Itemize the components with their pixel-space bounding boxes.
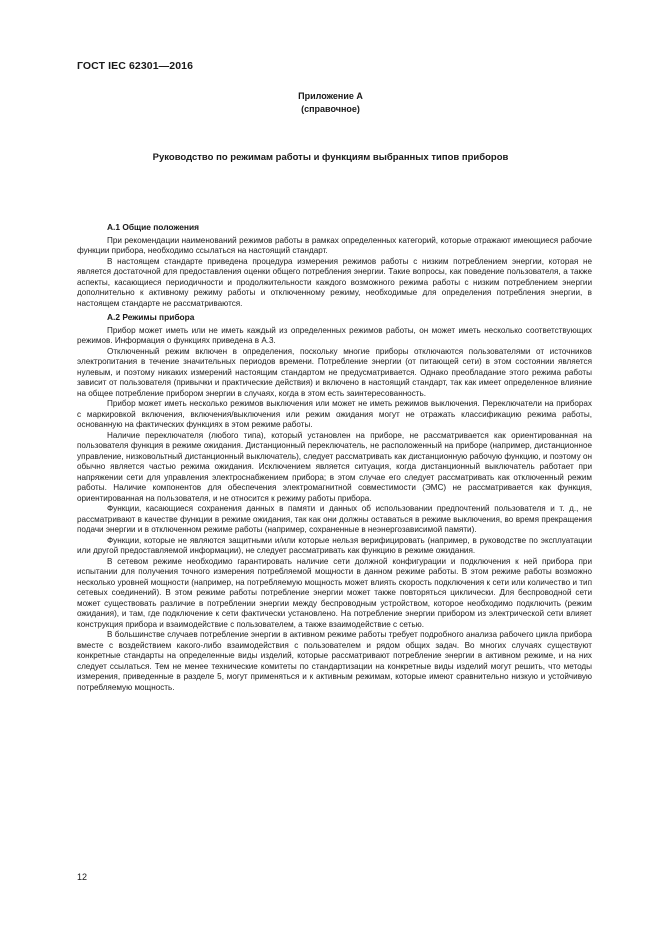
section-heading-a2: А.2 Режимы прибора — [107, 312, 195, 322]
paragraph: Функции, касающиеся сохранения данных в памяти и данных об использовании предпочтений пользователя и т. д., не рассматривают в качестве функции в режиме ожидания, так как они должны оставаться в режиме выключения, во время прекращения подачи энергии и в отключенном режиме работы (например, сохраненные в неэнергозависимой памяти). — [77, 504, 592, 534]
paragraph: Наличие переключателя (любого типа), который установлен на приборе, не рассматривается как ориентированная на пользователя функция в режиме ожидания. Дистанционный переключатель, не расположенный на приборе (например, дистанционное управление, низковольтный дистанционный выключатель), следует рассматривать как дистанционную рабочую функцию, и поэтому он обычно является частью режима ожидания. Исключением является ситуация, когда дистанционный выключатель работает при напряжении сети для управления электроснабжением прибора; в этом случае его следует рассматривать как отключенный режим работы. Наличие компонентов для обеспечения электромагнитной совместимости (ЭМС) не рассматривается как функция, ориентированная на пользователя, и не относится к режиму работы прибора. — [77, 430, 592, 503]
page-title: Руководство по режимам работы и функциям выбранных типов приборов — [152, 152, 509, 163]
paragraph: В большинстве случаев потребление энергии в активном режиме работы требует подробного анализа рабочего цикла прибора вместе с воздействием какого-либо взаимодействия с пользователем и рядом общих задач. Во многих случаях существуют конкретные стандарты на определенные виды изделий, которые рассматривают потребление энергии в активном режиме, и на них следует ссылаться. Тем не менее технические комитеты по стандартизации на конкретные виды изделий могут решить, что методы измерения, приведенные в разделе 5, могут применяться и к активным режимам, которые имеют сравнительно низкую и устойчивую потребляемую мощность. — [77, 630, 592, 692]
annex-subtitle: (справочное) — [301, 104, 360, 114]
paragraph: В настоящем стандарте приведена процедура измерения режимов работы с низким потреблением энергии, которая не является достаточной для предоставления оценки общего потребления энергии. Такие вопросы, как поведение пользователя, а также аспекты, касающиеся периодичности и продолжительности каждого возможного режима работы с низким потреблением энергии дополнительно к активному режиму работы и отключенному режиму, необходимые для определения потребления энергии, в настоящем стандарте не рассматриваются. — [77, 256, 592, 308]
paragraph: В сетевом режиме необходимо гарантировать наличие сети должной конфигурации и подключения к ней прибора при испытании для получения точного измерения потребляемой мощности в данном режиме работы. В этом режиме работы возможно несколько уровней мощности (например, на потребляемую мощность может влиять скорость подключения к сети или количество и тип сетевых соединений). В этом режиме работы потребление энергии может также повторяться циклически. Для беспроводной сети может существовать различие в потреблении энергии между беспроводным устройством, которое необходимо подключить (режим ожидания), и там, где подключение к сети фактически установлено. На потребление энергии прибором из электрической сети влияет конструкция прибора и взаимодействие с пользователем, а также взаимодействие с сетью. — [77, 556, 592, 629]
paragraph: Прибор может иметь или не иметь каждый из определенных режимов работы, он может иметь несколько соответствующих режимов. Информация о функциях приведена в А.3. — [77, 325, 592, 345]
paragraph: При рекомендации наименований режимов работы в рамках определенных категорий, которые отражают имеющиеся рабочие функции прибора, необходимо ссылаться на настоящий стандарт. — [77, 235, 592, 255]
document-body — [77, 222, 592, 693]
page-number: 12 — [77, 872, 88, 882]
standard-header: ГОСТ IEC 62301—2016 — [77, 60, 194, 72]
annex-title: Приложение А — [298, 91, 363, 101]
paragraph: Прибор может иметь несколько режимов выключения или может не иметь режимов выключения. Переключатели на приборах с маркировкой включения, включения/выключения или режим ожидания могут не отражать классификацию режима работы, основанную на фактических функциях в этом режиме работы. — [77, 399, 592, 429]
paragraph: Функции, которые не являются защитными и/или которые нельзя верифицировать (например, в руководстве по эксплуатации или другой предоставляемой информации), не следует рассматривать как функцию в режиме ожидания. — [77, 535, 592, 555]
section-heading-a1: А.1 Общие положения — [107, 222, 200, 232]
paragraph: Отключенный режим включен в определения, поскольку многие приборы отключаются пользователями от источников электропитания в течение значительных периодов времени. Потребление энергии (от питающей сети) в этом состоянии является нулевым, и поэтому никаких измерений настоящим стандартом не предусматривается. Однако преобладание этого режима работы зависит от пользователя (привычки и практические действия) и включено в настоящий стандарт, так как имеет определенное влияние на общее потребление прибором энергии в случаях, когда в этом есть заинтересованность. — [77, 346, 592, 398]
